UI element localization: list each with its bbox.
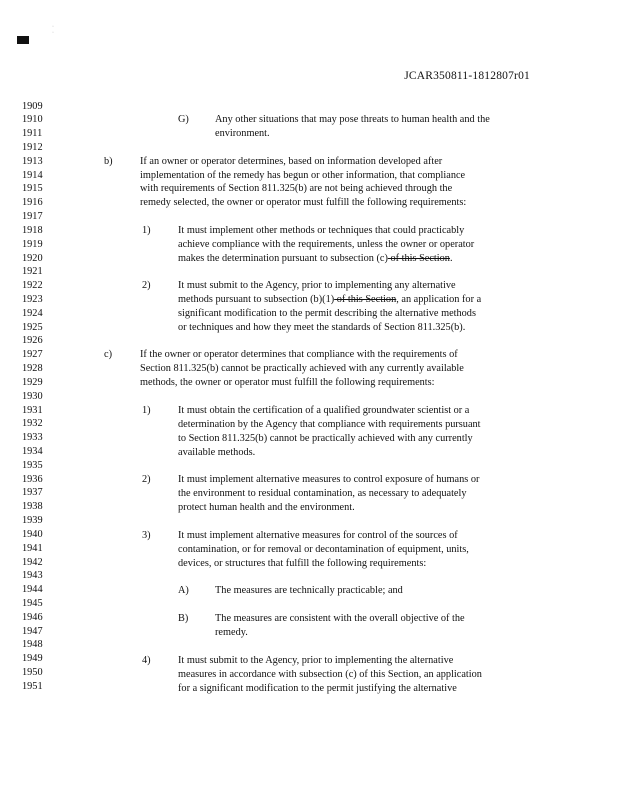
scan-mark: [17, 36, 29, 44]
item-b2-line-3: significant modification to the permit describing the alternative methods: [178, 308, 476, 319]
item-label-c3: 3): [142, 530, 151, 541]
line-number: 1950: [22, 667, 43, 679]
item-b2-line-1: It must submit to the Agency, prior to implementing any alternative: [178, 280, 456, 291]
document-id: JCAR350811-1812807r01: [404, 70, 530, 82]
line-number: 1920: [22, 252, 43, 264]
line-number: 1909: [22, 100, 43, 112]
line-number: 1921: [22, 266, 43, 278]
line-number: 1949: [22, 653, 43, 665]
item-b1-line-2: achieve compliance with the requirements, unless the owner or operator: [178, 239, 475, 250]
item-c2-line-2: the environment to residual contamination, as necessary to adequately: [178, 488, 467, 499]
item-c2-line-3: protect human health and the environment.: [178, 502, 355, 513]
line-number: 1945: [22, 598, 43, 610]
line-number: 1932: [22, 418, 43, 430]
item-label-b: b): [104, 156, 113, 167]
line-number: 1926: [22, 335, 43, 347]
line-number: 1928: [22, 363, 43, 375]
line-number: 1936: [22, 473, 43, 485]
item-c-line-1: If the owner or operator determines that compliance with the requirements of: [140, 349, 458, 360]
item-label-b2: 2): [142, 280, 151, 291]
deleted-text: of this Section: [334, 294, 397, 305]
line-number: 1948: [22, 639, 43, 651]
line-number: 1940: [22, 528, 43, 540]
line-number: 1933: [22, 432, 43, 444]
line-number: 1951: [22, 680, 43, 692]
item-c2-line-1: It must implement alternative measures to control exposure of humans or: [178, 474, 480, 485]
line-number: 1947: [22, 625, 43, 637]
line-number: 1939: [22, 515, 43, 527]
line-number: 1941: [22, 542, 43, 554]
line-number: 1912: [22, 141, 43, 153]
line-number: 1938: [22, 501, 43, 513]
line-number: 1944: [22, 584, 43, 596]
item-label-c1: 1): [142, 405, 151, 416]
item-c3-line-3: devices, or structures that fulfill the following requirements:: [178, 558, 427, 569]
line-number: 1929: [22, 376, 43, 388]
line-number: 1942: [22, 556, 43, 568]
line-number: 1930: [22, 390, 43, 402]
item-label-c3A: A): [178, 585, 189, 596]
line-number: 1922: [22, 280, 43, 292]
line-number: 1910: [22, 114, 43, 126]
item-label-b1: 1): [142, 225, 151, 236]
line-number: 1918: [22, 224, 43, 236]
item-b-line-1: If an owner or operator determines, based on information developed after: [140, 156, 443, 167]
line-number: 1919: [22, 238, 43, 250]
item-c-line-3: methods, the owner or operator must fulfill the following requirements:: [140, 377, 435, 388]
item-b2-line-2: methods pursuant to subsection (b)(1) of this Section, an application for a: [178, 294, 482, 305]
item-c4-line-2: measures in accordance with subsection (c) of this Section, an application: [178, 669, 482, 680]
line-number: 1925: [22, 321, 43, 333]
scan-specks: · ·: [52, 24, 54, 36]
line-number: 1911: [22, 128, 43, 140]
item-label-c3B: B): [178, 613, 189, 624]
item-b-line-2: implementation of the remedy has begun or other information, that compliance: [140, 170, 466, 181]
item-c3A-line-1: The measures are technically practicable; and: [215, 585, 403, 596]
line-number: 1924: [22, 307, 43, 319]
line-number: 1934: [22, 446, 43, 457]
item-label-c2: 2): [142, 474, 151, 485]
line-number: 1916: [22, 197, 43, 209]
item-b-line-4: remedy selected, the owner or operator must fulfill the following requirements:: [140, 197, 467, 208]
item-G-line-2: environment.: [215, 128, 270, 139]
item-label-c: c): [104, 349, 112, 360]
line-number: 1923: [22, 293, 43, 305]
line-number: 1937: [22, 487, 43, 499]
line-number: 1927: [22, 349, 43, 361]
item-c1-line-3: to Section 811.325(b) cannot be practically achieved with any currently: [178, 433, 473, 444]
item-c4-line-1: It must submit to the Agency, prior to implementing the alternative: [178, 655, 454, 666]
item-c-line-2: Section 811.325(b) cannot be practically achieved with any currently available: [140, 363, 464, 374]
item-b1-line-1: It must implement other methods or techniques that could practicably: [178, 225, 465, 236]
deleted-text: of this Section: [387, 253, 450, 264]
item-label-c4: 4): [142, 655, 151, 666]
item-c3B-line-1: The measures are consistent with the overall objective of the: [215, 613, 465, 624]
item-b1-line-3: makes the determination pursuant to subsection (c) of this Section.: [178, 253, 453, 264]
item-b2-line-4: or techniques and how they meet the standards of Section 811.325(b).: [178, 322, 466, 333]
line-number: 1943: [22, 570, 43, 582]
line-number: 1946: [22, 611, 43, 623]
item-label-G: G): [178, 114, 189, 125]
line-number: 1935: [22, 459, 43, 471]
item-c3-line-1: It must implement alternative measures for control of the sources of: [178, 530, 458, 541]
line-number: 1914: [22, 169, 43, 181]
line-number: 1931: [22, 404, 43, 416]
line-number: 1913: [22, 155, 43, 167]
item-c4-line-3: for a significant modification to the permit justifying the alternative: [178, 683, 457, 694]
line-number: 1915: [22, 183, 43, 195]
item-b-line-3: with requirements of Section 811.325(b) are not being achieved through the: [140, 183, 453, 194]
item-c3-line-2: contamination, or for removal or decontamination of equipment, units,: [178, 544, 469, 555]
item-c1-line-4: available methods.: [178, 447, 256, 458]
item-G-line-1: Any other situations that may pose threats to human health and the: [215, 114, 490, 125]
item-c3B-line-2: remedy.: [215, 627, 248, 638]
item-c1-line-1: It must obtain the certification of a qualified groundwater scientist or a: [178, 405, 470, 416]
item-c1-line-2: determination by the Agency that compliance with requirements pursuant: [178, 419, 481, 430]
line-number: 1917: [22, 211, 43, 223]
